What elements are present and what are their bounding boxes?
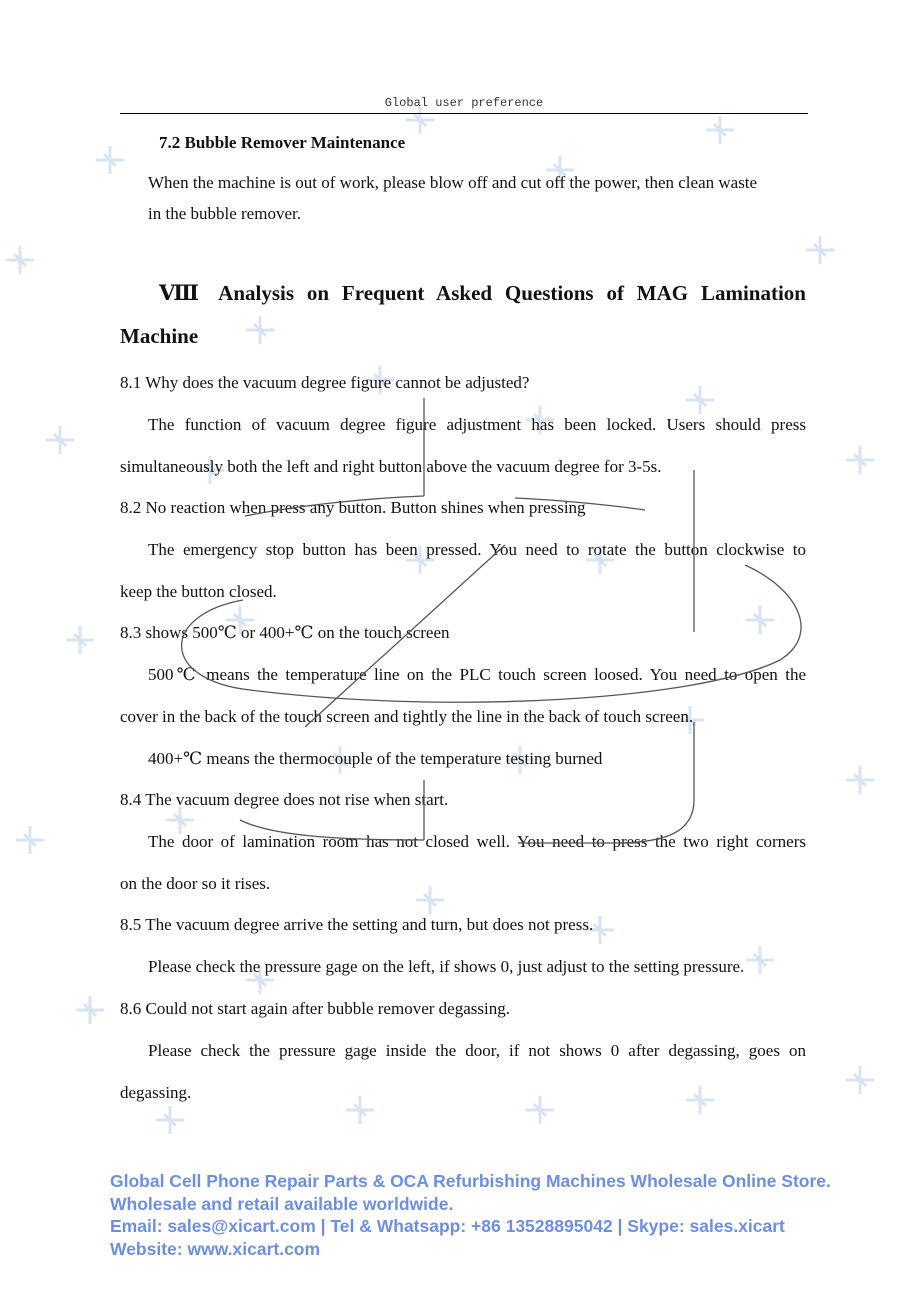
answer-8-4-line-2: on the door so it rises. xyxy=(120,874,271,893)
watermark-stamp xyxy=(166,806,194,834)
answer-8-6-line-1: Please check the pressure gage inside the door, if not shows 0 after degassing, goes on xyxy=(148,1041,806,1060)
xicart-plus-logo-icon xyxy=(806,236,834,264)
watermark-stamp xyxy=(686,1086,714,1114)
section-7-2-body-line-1: When the machine is out of work, please blow off and cut off the power, then clean waste xyxy=(148,173,758,192)
question-8-4: 8.4 The vacuum degree does not rise when start. xyxy=(120,790,449,809)
answer-8-3-line-1: 500℃ means the temperature line on the PLC touch screen loosed. You need to open the xyxy=(148,665,806,684)
xicart-plus-logo-icon xyxy=(686,1086,714,1114)
xicart-plus-logo-icon xyxy=(246,316,274,344)
watermark-stamp xyxy=(46,426,74,454)
answer-8-6-line-2: degassing. xyxy=(120,1083,192,1102)
answer-8-4-line-1: The door of lamination room has not closed well. You need to press the two right corners xyxy=(148,832,806,851)
watermark-group xyxy=(6,106,874,1134)
question-8-1: 8.1 Why does the vacuum degree figure cannot be adjusted? xyxy=(120,373,530,392)
watermark-stamp xyxy=(76,996,104,1024)
question-8-5: 8.5 The vacuum degree arrive the setting and turn, but does not press. xyxy=(120,915,594,934)
footer-website: Website: www.xicart.com xyxy=(110,1239,321,1259)
answer-8-5-line-1: Please check the pressure gage on the left, if shows 0, just adjust to the setting pressure. xyxy=(148,957,745,976)
xicart-plus-logo-icon xyxy=(16,826,44,854)
watermark-stamp xyxy=(96,146,124,174)
watermark-stamp xyxy=(16,826,44,854)
xicart-plus-logo-icon xyxy=(346,1096,374,1124)
watermark-stamp xyxy=(346,1096,374,1124)
xicart-plus-logo-icon xyxy=(96,146,124,174)
watermark-stamp xyxy=(706,116,734,144)
xicart-plus-logo-icon xyxy=(66,626,94,654)
watermark-stamp xyxy=(686,386,714,414)
xicart-plus-logo-icon xyxy=(746,946,774,974)
watermark-stamp xyxy=(406,106,434,134)
section-7-2-body-line-2: in the bubble remover. xyxy=(148,204,301,223)
footer-line-2: Wholesale and retail available worldwide. xyxy=(110,1194,454,1214)
watermark-stamp xyxy=(746,946,774,974)
scribble-vertical-lower xyxy=(620,722,694,843)
section-7-2-heading: 7.2 Bubble Remover Maintenance xyxy=(159,133,406,152)
xicart-plus-logo-icon xyxy=(46,426,74,454)
xicart-plus-logo-icon xyxy=(846,766,874,794)
question-8-6: 8.6 Could not start again after bubble remover degassing. xyxy=(120,999,510,1018)
watermark-stamp xyxy=(806,236,834,264)
xicart-plus-logo-icon xyxy=(846,1066,874,1094)
xicart-plus-logo-icon xyxy=(76,996,104,1024)
watermark-stamp xyxy=(156,1106,184,1134)
page-header: Global user preference xyxy=(384,96,544,110)
footer-contact: Email: sales@xicart.com | Tel & Whatsapp: +86 13528895042 | Skype: sales.xicart xyxy=(110,1216,785,1236)
watermark-stamp xyxy=(416,886,444,914)
xicart-plus-logo-icon xyxy=(686,386,714,414)
answer-8-3-line-2: cover in the back of the touch screen and tightly the line in the back of touch screen. xyxy=(120,707,694,726)
section-8-heading-continued: Machine xyxy=(120,324,199,348)
xicart-plus-logo-icon xyxy=(6,246,34,274)
watermark-stamp xyxy=(66,626,94,654)
section-8-heading: Ⅷ Analysis on Frequent Asked Questions of MAG Lamination xyxy=(159,281,806,305)
watermark-stamp xyxy=(846,1066,874,1094)
answer-8-3-line-3: 400+℃ means the thermocouple of the temperature testing burned xyxy=(148,749,603,768)
question-8-3: 8.3 shows 500℃ or 400+℃ on the touch screen xyxy=(120,623,450,642)
watermark-stamp xyxy=(846,446,874,474)
answer-8-2-line-1: The emergency stop button has been pressed. You need to rotate the button clockwise to xyxy=(148,540,806,559)
watermark-stamp xyxy=(246,316,274,344)
xicart-plus-logo-icon xyxy=(156,1106,184,1134)
xicart-plus-logo-icon xyxy=(746,606,774,634)
question-8-2: 8.2 No reaction when press any button. Button shines when pressing xyxy=(120,498,586,517)
header-divider xyxy=(120,113,808,114)
xicart-plus-logo-icon xyxy=(706,116,734,144)
answer-8-1-line-1: The function of vacuum degree figure adjustment has been locked. Users should press xyxy=(148,415,806,434)
answer-8-1-line-2: simultaneously both the left and right button above the vacuum degree for 3-5s. xyxy=(120,457,662,476)
footer-line-1: Global Cell Phone Repair Parts & OCA Refurbishing Machines Wholesale Online Store. xyxy=(110,1171,831,1191)
watermark-stamp xyxy=(746,606,774,634)
xicart-plus-logo-icon xyxy=(166,806,194,834)
xicart-plus-logo-icon xyxy=(406,106,434,134)
watermark-stamp xyxy=(6,246,34,274)
xicart-plus-logo-icon xyxy=(416,886,444,914)
xicart-plus-logo-icon xyxy=(526,1096,554,1124)
xicart-plus-logo-icon xyxy=(846,446,874,474)
answer-8-2-line-2: keep the button closed. xyxy=(120,582,277,601)
watermark-stamp xyxy=(526,1096,554,1124)
watermark-stamp xyxy=(846,766,874,794)
